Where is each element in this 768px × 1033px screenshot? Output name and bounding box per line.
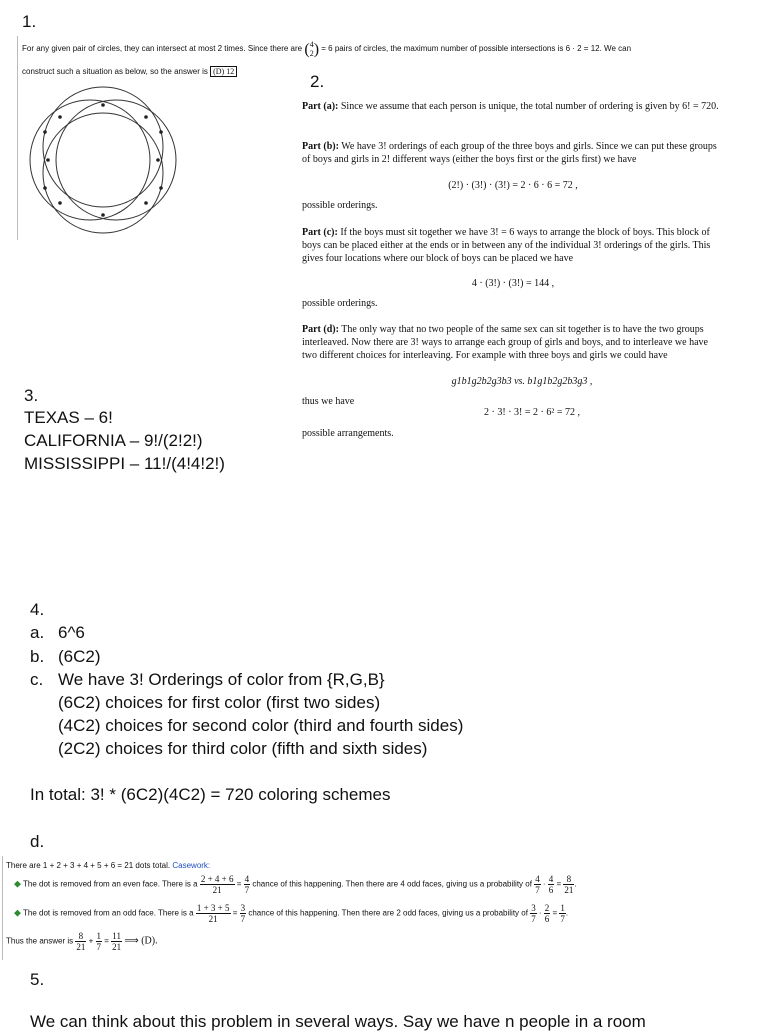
- even-simplified: $\frac{4}{7}$: [244, 874, 250, 895]
- part-c-after: possible orderings.: [302, 298, 378, 309]
- even-case-mid: chance of this happening. Then there are 4 odd faces, giving us a probability of: [252, 879, 532, 889]
- part-d-text: The only way that no two people of the same sex can sit together is to have the two groups interleaved. Now there are 3! ways to arrange each group of girls and boys, and to interleave we have two different choices for interleaving. For example with three boys and girls we could have: [302, 324, 708, 361]
- part-a: [302, 100, 724, 113]
- dice-even-case: ◆ The dot is removed from an even face. There is a $\frac{2 + 4 + 6}{21}$ = $\frac{4}{7}$ chance of this happening. Then there are 4 odd faces, giving us a probability of $\frac{4}{7}$ · $\frac{4}{6}$ = $\frac{8}{21}$ .: [14, 874, 577, 895]
- even-fraction: $\frac{2 + 4 + 6}{21}$: [200, 874, 234, 895]
- part-c: [302, 226, 724, 265]
- odd-case-pre: The dot is removed from an odd face. There is a: [23, 908, 194, 918]
- even-result: $\frac{8}{21}$: [564, 874, 574, 895]
- mississippi-line: MISSISSIPPI – 11!/(4!4!2!): [24, 454, 225, 473]
- problem-1-number: 1.: [22, 12, 37, 31]
- part-d-after: possible arrangements.: [302, 428, 394, 439]
- problem-2-number: 2.: [310, 72, 325, 91]
- part-d-thus: thus we have: [302, 396, 355, 407]
- item-a-text: 6^6: [58, 623, 85, 642]
- item-c-marker: c.: [30, 670, 44, 689]
- texas-line: TEXAS – 6!: [24, 408, 113, 427]
- dice-margin-line: [2, 856, 3, 960]
- part-d-label: Part (d):: [302, 324, 339, 335]
- part-c-label: Part (c):: [302, 227, 338, 238]
- part-a-label: Part (a):: [302, 101, 339, 112]
- binom-close: ): [313, 40, 320, 58]
- part-b-after: possible orderings.: [302, 200, 378, 211]
- part-b: [302, 140, 724, 166]
- part-b-text: We have 3! orderings of each group of the three boys and girls. Since we can put these groups of boys and girls in 2! different ways (either the boys first or the girls first) we have: [302, 141, 717, 165]
- california-line: CALIFORNIA – 9!/(2!2!): [24, 431, 203, 450]
- part-b-label: Part (b):: [302, 141, 339, 152]
- item-b-marker: b.: [30, 647, 45, 666]
- item-c-line-3: (2C2) choices for third color (fifth and sixth sides): [58, 739, 428, 758]
- dice-intro-text: There are 1 + 2 + 3 + 4 + 5 + 6 = 21 dots total.: [6, 861, 171, 870]
- odd-case-mid: chance of this happening. Then there are 2 odd faces, giving us a probability of: [248, 908, 528, 918]
- total-line: In total: 3! * (6C2)(4C2) = 720 coloring schemes: [30, 785, 391, 804]
- item-c-line-2: (4C2) choices for second color (third and fourth sides): [58, 716, 464, 735]
- item-b-text: (6C2): [58, 647, 101, 666]
- dice-answer: ⟹ (D).: [124, 935, 158, 947]
- problem-1-line1-rest: = 6 pairs of circles, the maximum number of possible intersections is 6 · 2 = 12. We can: [321, 44, 632, 54]
- odd-fraction: $\frac{1 + 3 + 5}{21}$: [196, 903, 230, 924]
- part-d-arrangements: g1b1g2b2g3b3 vs. b1g1b2g2b3g3 ,: [451, 376, 593, 387]
- part-d-equation: 2 · 3! · 3! = 2 · 6² = 72 ,: [484, 407, 580, 418]
- problem-1-answer-box: (D) 12: [210, 66, 237, 77]
- binom-top: 4: [309, 40, 314, 49]
- part-c-equation: 4 · (3!) · (3!) = 144 ,: [471, 278, 555, 289]
- problem-5-text: We can think about this problem in several ways. Say we have n people in a room: [30, 1012, 646, 1031]
- part-c-text: If the boys must sit together we have 3! = 6 ways to arrange the block of boys. This block of boys can be placed either at the ends or in between any of the individual 3! orderings of the girls. This gives four locations where our block of boys can be placed we have: [302, 227, 711, 264]
- problem-4-number: 4.: [30, 600, 45, 619]
- part-d: [302, 323, 724, 362]
- problem-1-line2: construct such a situation as below, so the answer is: [22, 67, 208, 76]
- binom-open: (: [304, 40, 310, 58]
- problem-3-number: 3.: [24, 386, 39, 405]
- problem-1-text-line-1: [22, 40, 722, 58]
- conclusion-text: Thus the answer is: [6, 936, 74, 946]
- odd-result: $\frac{1}{7}$: [560, 903, 565, 924]
- casework-link[interactable]: Casework:: [172, 861, 211, 870]
- item-c-line-1: (6C2) choices for first color (first two sides): [58, 693, 381, 712]
- bullet-icon: ◆: [14, 878, 21, 889]
- dice-intro: [6, 860, 210, 871]
- problem-1-text-line-2: [22, 66, 237, 77]
- item-c-text: We have 3! Orderings of color from {R,G,B}: [58, 670, 385, 689]
- dice-conclusion: Thus the answer is $\frac{8}{21}$ + $\frac{1}{7}$ = $\frac{11}{21}$ ⟹ (D).: [6, 931, 158, 952]
- binom-bottom: 2: [309, 49, 314, 58]
- item-a-marker: a.: [30, 623, 45, 642]
- dice-odd-case: ◆ The dot is removed from an odd face. There is a $\frac{1 + 3 + 5}{21}$ = $\frac{3}{7}$ chance of this happening. Then there are 2 odd faces, giving us a probability of $\frac{3}{7}$ · $\frac{2}{6}$ = $\frac{1}{7}$ .: [14, 903, 569, 924]
- item-d-marker: d.: [30, 832, 45, 851]
- odd-simplified: $\frac{3}{7}$: [240, 903, 246, 924]
- part-a-text: Since we assume that each person is unique, the total number of ordering is given by 6! = 720.: [340, 101, 719, 112]
- four-circles-diagram: [18, 80, 188, 240]
- problem-5-number: 5.: [30, 970, 45, 989]
- even-case-pre: The dot is removed from an even face. There is a: [23, 879, 198, 889]
- part-b-equation: (2!) · (3!) · (3!) = 2 · 6 · 6 = 72 ,: [448, 180, 578, 191]
- problem-1-line1: For any given pair of circles, they can intersect at most 2 times. Since there are: [22, 44, 303, 54]
- bullet-icon: ◆: [14, 907, 21, 918]
